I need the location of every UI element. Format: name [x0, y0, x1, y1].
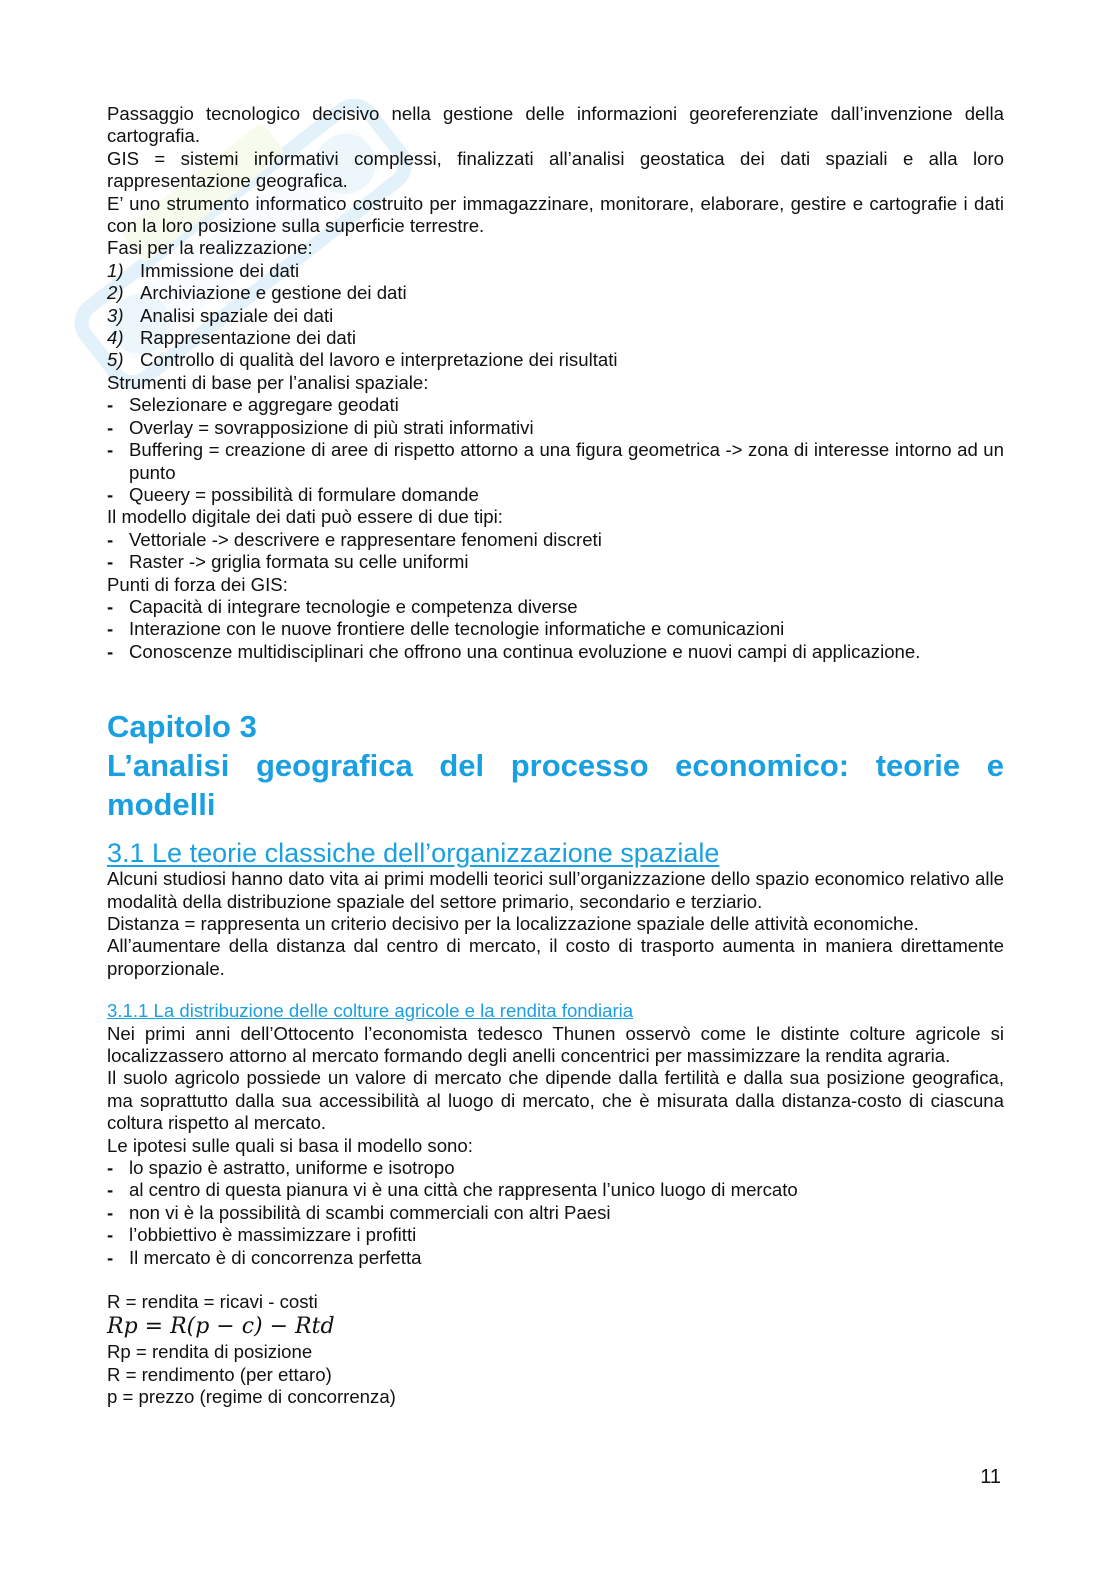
- chapter-heading: [107, 707, 1004, 824]
- list-item: [107, 327, 1004, 349]
- list-item: [107, 349, 1004, 371]
- list-number: 3): [107, 304, 124, 326]
- dash-bullet: -: [107, 1224, 114, 1246]
- document-page: [107, 103, 1004, 1409]
- chapter-title: L’analisi geografica del processo economico: teorie e modelli: [107, 748, 1004, 823]
- list-item: [107, 1247, 1004, 1269]
- list-text: Analisi spaziale dei dati: [140, 304, 334, 326]
- section-paragraph-3: All’aumentare della distanza dal centro di mercato, il costo di trasporto aumenta in maniera direttamente proporzionale.: [107, 935, 1004, 979]
- list-text: Capacità di integrare tecnologie e competenza diverse: [129, 595, 578, 617]
- spacer: [107, 1269, 1004, 1291]
- intro-paragraph-2: GIS = sistemi informativi complessi, finalizzati all’analisi geostatica dei dati spaziali e alla loro rappresentazione geografica.: [107, 147, 1004, 192]
- strumenti-title: Strumenti di base per l’analisi spaziale:: [107, 371, 429, 393]
- rendita-formula: Rp = R(p − c) − Rtd: [107, 1314, 335, 1340]
- list-text: Controllo di qualità del lavoro e interpretazione dei risultati: [140, 349, 618, 371]
- ipotesi-list: [107, 1157, 1004, 1269]
- definition-line: Rp = rendita di posizione: [107, 1341, 313, 1363]
- list-item: [107, 1224, 1004, 1246]
- list-text: Conoscenze multidisciplinari che offrono una continua evoluzione e nuovi campi di applicazione.: [129, 640, 921, 662]
- list-text: Il mercato è di concorrenza perfetta: [129, 1246, 422, 1268]
- dash-bullet: -: [107, 394, 114, 416]
- list-item: [107, 529, 1004, 551]
- list-number: 2): [107, 282, 124, 304]
- list-number: 1): [107, 259, 124, 281]
- dash-bullet: -: [107, 618, 114, 640]
- dash-bullet: -: [107, 1157, 114, 1179]
- subsection-paragraph-2: Il suolo agricolo possiede un valore di mercato che dipende dalla fertilità e dalla sua posizione geografica, ma soprattutto dalla sua accessibilità al luogo di mercato, che è misurata dalla distanza-costo di ciascuna coltura rispetto al mercato.: [107, 1067, 1004, 1134]
- section-paragraph-2: Distanza = rappresenta un criterio decisivo per la localizzazione spaziale delle attività economiche.: [107, 912, 919, 934]
- list-item: [107, 282, 1004, 304]
- dash-bullet: -: [107, 416, 114, 438]
- list-item: [107, 439, 1004, 484]
- list-item: [107, 260, 1004, 282]
- list-item: [107, 1179, 1004, 1201]
- list-text: Overlay = sovrapposizione di più strati informativi: [129, 416, 534, 438]
- list-text: lo spazio è astratto, uniforme e isotropo: [129, 1157, 455, 1179]
- dash-bullet: -: [107, 595, 114, 617]
- subsection-title: 3.1.1 La distribuzione delle colture agricole e la rendita fondiaria: [107, 1000, 634, 1022]
- list-text: l’obbiettivo è massimizzare i profitti: [129, 1224, 417, 1246]
- list-number: 4): [107, 327, 124, 349]
- list-text: Immissione dei dati: [140, 259, 300, 281]
- dash-bullet: -: [107, 640, 114, 662]
- list-item: [107, 1202, 1004, 1224]
- list-text: non vi è la possibilità di scambi commerciali con altri Paesi: [129, 1201, 611, 1223]
- list-item: [107, 618, 1004, 640]
- list-item: [107, 1157, 1004, 1179]
- dash-bullet: -: [107, 1246, 114, 1268]
- fasi-title: Fasi per la realizzazione:: [107, 237, 313, 259]
- list-text: Raster -> griglia formata su celle uniformi: [129, 551, 469, 573]
- page-number: 11: [980, 1466, 1001, 1488]
- strumenti-list: [107, 394, 1004, 506]
- dash-bullet: -: [107, 439, 114, 461]
- dash-bullet: -: [107, 551, 114, 573]
- list-item: [107, 484, 1004, 506]
- intro-paragraph-1: Passaggio tecnologico decisivo nella gestione delle informazioni georeferenziate dall’invenzione della cartografia.: [107, 103, 1004, 147]
- modello-list: [107, 529, 1004, 574]
- dash-bullet: -: [107, 528, 114, 550]
- forza-list: [107, 596, 1004, 663]
- definition-line: p = prezzo (regime di concorrenza): [107, 1386, 396, 1408]
- intro-paragraph-3: E’ uno strumento informatico costruito per immagazzinare, monitorare, elaborare, gestire e cartografie i dati con la loro posizione sulla superficie terrestre.: [107, 192, 1004, 237]
- dash-bullet: -: [107, 1201, 114, 1223]
- ipotesi-title: Le ipotesi sulle quali si basa il modello sono:: [107, 1134, 473, 1156]
- list-item: [107, 551, 1004, 573]
- subsection-paragraph-1: Nei primi anni dell’Ottocento l’economista tedesco Thunen osservò come le distinte colture agricole si localizzassero attorno al mercato formando degli anelli concentrici per massimizzare la rendita agraria.: [107, 1022, 1004, 1066]
- list-text: Selezionare e aggregare geodati: [129, 394, 399, 416]
- fasi-list: [107, 260, 1004, 372]
- section-paragraph-1: Alcuni studiosi hanno dato vita ai primi modelli teorici sull’organizzazione dello spazio economico relativo alle modalità della distribuzione spaziale del settore primario, secondario e terziario.: [107, 868, 1004, 912]
- list-text: Queery = possibilità di formulare domande: [129, 483, 479, 505]
- list-text: Interazione con le nuove frontiere delle tecnologie informatiche e comunicazioni: [129, 618, 785, 640]
- dash-bullet: -: [107, 483, 114, 505]
- list-item: [107, 596, 1004, 618]
- list-item: [107, 394, 1004, 416]
- list-text: Rappresentazione dei dati: [140, 327, 357, 349]
- list-text: al centro di questa pianura vi è una città che rappresenta l’unico luogo di mercato: [129, 1179, 798, 1201]
- list-item: [107, 417, 1004, 439]
- list-item: [107, 641, 1004, 663]
- forza-title: Punti di forza dei GIS:: [107, 573, 288, 595]
- dash-bullet: -: [107, 1179, 114, 1201]
- list-item: [107, 305, 1004, 327]
- modello-title: Il modello digitale dei dati può essere di due tipi:: [107, 506, 503, 528]
- list-text: Archiviazione e gestione dei dati: [140, 282, 407, 304]
- list-text: Buffering = creazione di aree di rispetto attorno a una figura geometrica -> zona di interesse intorno ad un punto: [129, 439, 1004, 483]
- list-number: 5): [107, 349, 124, 371]
- chapter-label: Capitolo 3: [107, 709, 257, 745]
- definition-line: R = rendimento (per ettaro): [107, 1363, 332, 1385]
- section-title: 3.1 Le teorie classiche dell’organizzazione spaziale: [107, 838, 720, 869]
- rendita-definition: R = rendita = ricavi - costi: [107, 1291, 318, 1313]
- list-text: Vettoriale -> descrivere e rappresentare fenomeni discreti: [129, 528, 602, 550]
